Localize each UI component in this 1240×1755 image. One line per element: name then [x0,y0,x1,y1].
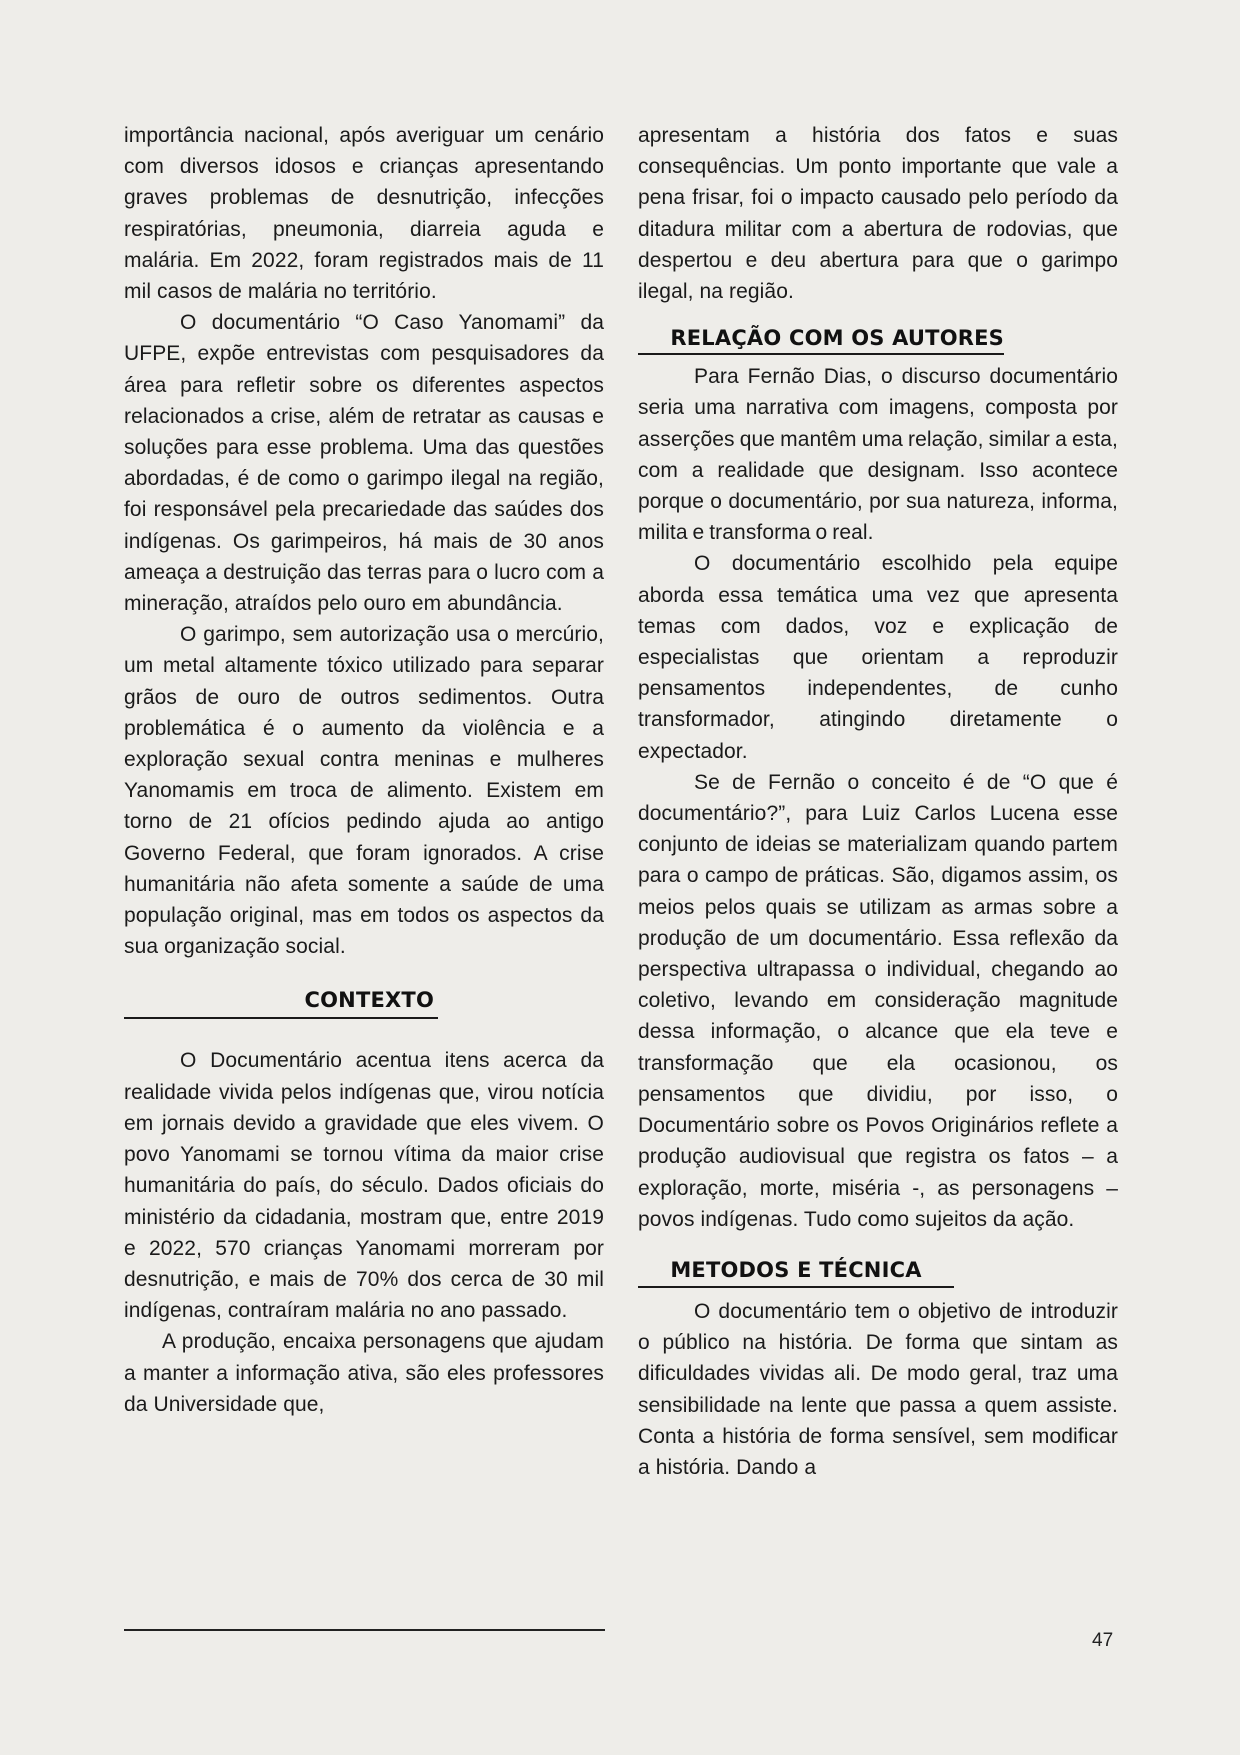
paragraph: O garimpo, sem autorização usa o mercúrio, um metal altamente tóxico utilizado para separar grãos de ouro de outros sedimentos. Outra problemática é o aumento da violência e a exploração sexual contra meninas e mulheres Yanomamis em troca de alimento. Existem em torno de 21 ofícios pedindo ajuda ao antigo Governo Federal, que foram ignorados. A crise humanitária não afeta somente a saúde de uma população original, mas em todos os aspectos da sua organização social. [124,623,604,959]
paragraph: Para Fernão Dias, o discurso documentário seria uma narrativa com imagens, composta por asserções que mantêm uma relação, similar a esta, com a realidade que designam. Isso acontece porque o documentário, por sua natureza, informa, milita e transforma o real. [638,365,1118,545]
paragraph: apresentam a história dos fatos e suas consequências. Um ponto importante que vale a pena frisar, foi o impacto causado pelo período da ditadura militar com a abertura de rodovias, que despertou e deu abertura para que o garimpo ilegal, na região. [638,124,1118,304]
section-heading-metodos [638,1257,954,1288]
heading-underline [638,1286,954,1288]
paragraph: importância nacional, após averiguar um cenário com diversos idosos e crianças apresentando graves problemas de desnutrição, infecções respiratórias, pneumonia, diarreia aguda e malária. Em 2022, foram registrados mais de 11 mil casos de malária no território. [124,124,604,304]
page-number: 47 [1092,1630,1114,1651]
section-heading-contexto [124,986,438,1019]
section-heading-relacao [638,325,1004,355]
footnote-divider [124,1629,605,1631]
paragraph: O documentário tem o objetivo de introduzir o público na história. De forma que sintam as dificuldades vividas ali. De modo geral, traz uma sensibilidade na lente que passa a quem assiste. Conta a história de forma sensível, sem modificar a história. Dando a [638,1299,1118,1479]
section-heading-text: RELAÇÃO COM OS AUTORES [670,326,1004,351]
paragraph: Se de Fernão o conceito é de “O que é documentário?”, para Luiz Carlos Lucena esse conjunto de ideias se materializam quando partem para o campo de práticas. São, digamos assim, os meios pelos quais se utilizam as armas sobre a produção de um documentário. Essa reflexão da perspectiva ultrapassa o individual, chegando ao coletivo, levando em consideração magnitude dessa informação, o alcance que ela teve e transformação que ela ocasionou, os pensamentos que dividiu, por isso, o Documentário sobre os Povos Originários reflete a produção audiovisual que registra os fatos – a exploração, morte, miséria -, as personagens – povos indígenas. Tudo como sujeitos da ação. [638,770,1118,1231]
heading-underline [124,1017,438,1019]
paragraph: A produção, encaixa personagens que ajudam a manter a informação ativa, são eles professores da Universidade que, [124,1330,604,1416]
heading-underline [638,353,1004,355]
paragraph: O documentário “O Caso Yanomami” da UFPE, expõe entrevistas com pesquisadores da área para refletir sobre os diferentes aspectos relacionados a crise, além de retratar as causas e soluções para esse problema. Uma das questões abordadas, é de como o garimpo ilegal na região, foi responsável pela precariedade das saúdes dos indígenas. Os garimpeiros, há mais de 30 anos ameaça a destruição das terras para o lucro com a mineração, atraídos pelo ouro em abundância. [124,311,604,616]
paragraph: O Documentário acentua itens acerca da realidade vivida pelos indígenas que, virou notícia em jornais devido a gravidade que eles vivem. O povo Yanomami se tornou vítima da maior crise humanitária do país, do século. Dados oficiais do ministério da cidadania, mostram que, entre 2019 e 2022, 570 crianças Yanomami morreram por desnutrição, e mais de 70% dos cerca de 30 mil indígenas, contraíram malária no ano passado. [124,1049,604,1323]
left-column [124,120,604,1420]
section-heading-text: METODOS E TÉCNICA [670,1257,922,1282]
section-heading-text: CONTEXTO [304,988,434,1013]
paragraph: O documentário escolhido pela equipe aborda essa temática uma vez que apresenta temas com dados, voz e explicação de especialistas que orientam a reproduzir pensamentos independentes, de cunho transformador, atingindo diretamente o expectador. [638,552,1118,763]
right-column [638,120,1118,1483]
